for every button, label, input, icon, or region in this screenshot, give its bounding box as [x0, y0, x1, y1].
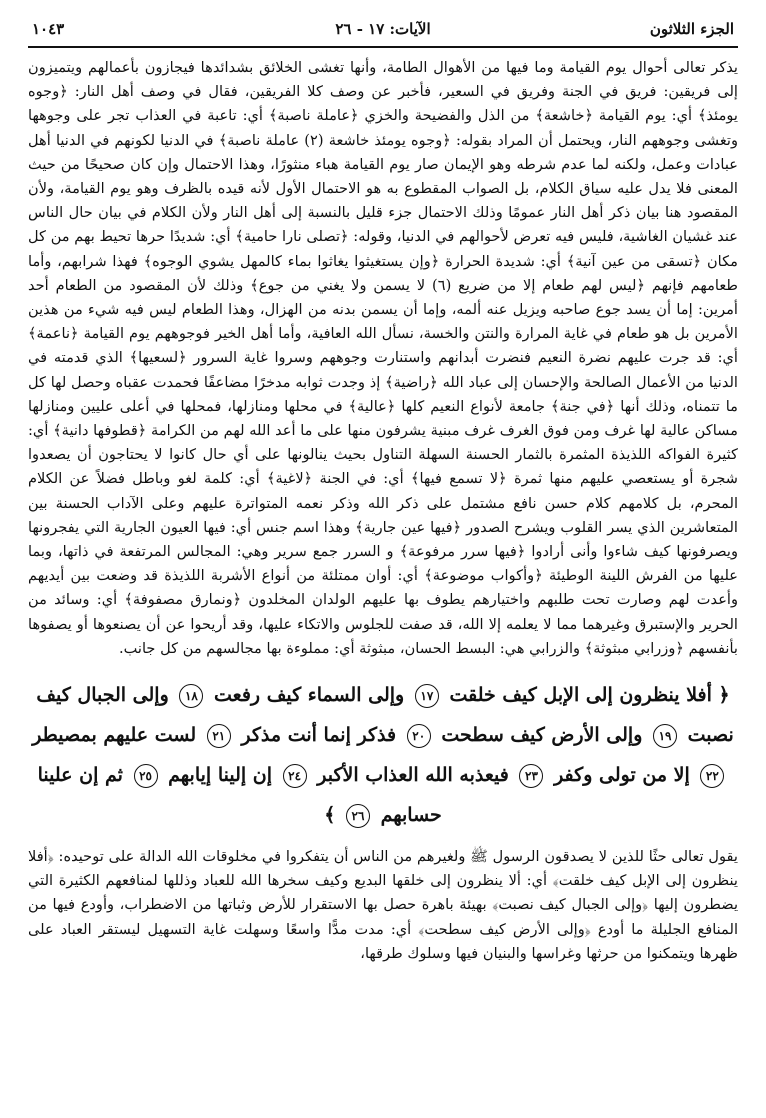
tafsir-body [28, 56, 738, 661]
verse-number: ١٩ [653, 724, 677, 748]
verse-text: إن إلينا إيابهم [168, 764, 272, 787]
verse-text: فذكر إنما أنت مذكر [241, 724, 397, 747]
verse-block: ﴿ أفلا ينظرون إلى الإبل كيف خلقت ١٧ وإلى السماء كيف رفعت ١٨ وإلى الجبال كيف نصبت ١٩ وإلى الأرض كيف سطحت ٢٠ فذكر إنما أنت مذكر ٢١ لست عليهم بمصيطر ٢٢ إلا من تولى وكفر ٢٣ فيعذبه الله العذاب الأكبر ٢٤ إن إلينا إيابهم ٢٥ ثم إن علينا حسابهم ٢٦ ﴾ [32, 684, 734, 827]
verse-text: وإلى الجبال كيف نصبت [36, 684, 734, 747]
page-header [28, 12, 738, 48]
verse-text: وإلى الأرض كيف سطحت [441, 724, 643, 747]
verse-text: فيعذبه الله العذاب الأكبر [317, 764, 509, 787]
verse-number: ١٨ [179, 684, 203, 708]
quran-verses [28, 675, 738, 835]
ayat-range: الآيات: ١٧ - ٢٦ [335, 20, 431, 38]
tafsir-paragraph: يقول تعالى حثًا للذين لا يصدقون الرسول ﷺ ولغيرهم من الناس أن يتفكروا في مخلوقات الله الدالة على توحيده: ﴿أفلا ينظرون إلى الإبل كيف خلقت﴾ أي: ألا ينظرون إلى خلقها البديع وكيف سخرها الله للعباد وذللها لمنافعهم الكثيرة التي يضطرون إليها ﴿وإلى الجبال كيف نصبت﴾ بهيئة باهرة حصل بها الاستقرار للأرض وثباتها من الاضطراب، وأودع فيها من المنافع الجليلة ما أودع ﴿وإلى الأرض كيف سطحت﴾ أي: مدت مدًّا واسعًا وسهلت غاية التسهيل ليستقر العباد على ظهرها ويتمكنوا من حرثها وغراسها والبنيان فيها وسلوك طرقها، [28, 848, 738, 962]
verse-number: ٢٠ [407, 724, 431, 748]
verse-number: ٢٦ [346, 804, 370, 828]
verse-number: ٢١ [207, 724, 231, 748]
verse-number: ٢٤ [283, 764, 307, 788]
verse-number: ٢٣ [519, 764, 543, 788]
verse-text: لست عليهم بمصيطر [32, 724, 197, 747]
verse-text: ثم إن علينا حسابهم [37, 764, 442, 827]
page [28, 12, 738, 1108]
verse-text: إلا من تولى وكفر [554, 764, 690, 787]
page-number: ١٠٤٣ [32, 20, 65, 38]
juz-label: الجزء الثلاثون [649, 20, 734, 38]
verse-number: ٢٥ [134, 764, 158, 788]
tafsir-paragraph: يذكر تعالى أحوال يوم القيامة وما فيها من الأهوال الطامة، وأنها تغشى الخلائق بشدائدها فيجازون بأعمالهم ويتميزون إلى فريقين: فريق في الجنة وفريق في السعير، فأخبر عن وصف كلا الفريقين، فقال في وصف أهل النار: ﴿وجوه يومئذ﴾ أي: يوم القيامة ﴿خاشعة﴾ من الذل والفضيحة والخزي ﴿عاملة ناصبة﴾ أي: تاعبة في العذاب تجر على وجوهها وتغشى وجوههم النار، ويحتمل أن المراد بقوله: ﴿وجوه يومئذ خاشعة (٢) عاملة ناصبة﴾ في الدنيا لكونهم في الدنيا أهل عبادات وعمل، ولكنه لما عدم شرطه وهو الإيمان صار يوم القيامة هباء منثورًا، وهذا الاحتمال وإن كان صحيحًا من حيث المعنى فلا يدل عليه سياق الكلام، بل الصواب المقطوع به هو الاحتمال الأول لأنه قيده بالظرف وهو يوم القيامة، ولأن المقصود هنا بيان ذكر أهل النار عمومًا وذلك الاحتمال جزء قليل بالنسبة إلى أهل النار ولأن الكلام في بيان حال الناس عند غشيان الغاشية، فليس فيه تعرض لأحوالهم في الدنيا، وقوله: ﴿تصلى نارا حامية﴾ أي: شديدًا حرها تحيط بهم من كل مكان ﴿تسقى من عين آنية﴾ أي: شديدة الحرارة ﴿وإن يستغيثوا يغاثوا بماء كالمهل يشوي الوجوه﴾ فهذا شرابهم، وأما طعامهم فإنهم ﴿ليس لهم طعام إلا من ضريع (٦) لا يسمن ولا يغني من جوع﴾ وذلك لأن المقصود من الطعام أحد أمرين: إما أن يسد جوع صاحبه ويزيل عنه ألمه، وإما أن يسمن بدنه من الهزال، وهذا الطعام ليس فيه شيء من هذين الأمرين بل هو طعام في غاية المرارة والنتن والخسة، نسأل الله العافية، وأما أهل الخير فوجوههم يوم القيامة ﴿ناعمة﴾ أي: قد جرت عليهم نضرة النعيم فنضرت أبدانهم واستنارت وجوههم وسروا غاية السرور ﴿لسعيها﴾ الذي قدمته في الدنيا من الأعمال الصالحة والإحسان إلى عباد الله ﴿راضية﴾ إذ وجدت ثوابه مدخرًا مضاعفًا فحمدت عقباه وحصل لها كل ما تتمناه، وذلك أنها ﴿في جنة﴾ جامعة لأنواع النعيم كلها ﴿عالية﴾ في محلها ومنازلها، فمحلها في أعلى عليين ومنازلها مساكن عالية لها غرف ومن فوق الغرف غرف مبنية يشرفون منها على ما أعد الله لهم من الكرامة ﴿قطوفها دانية﴾ أي: كثيرة الفواكه اللذيذة المثمرة بالثمار الحسنة السهلة التناول بحيث ينالونها على أي حال كانوا لا يحتاجون أن يصعدوا شجرة أو يستعصي عليهم منها ثمرة ﴿لا تسمع فيها﴾ أي: في الجنة ﴿لاغية﴾ أي: كلمة لغو وباطل فضلاً عن الكلام المحرم، بل كلامهم كلام حسن نافع مشتمل على ذكر الله وذكر نعمه المتواترة عليهم وعلى الآداب الحسنة بين المتعاشرين الذي يسر القلوب ويشرح الصدور ﴿فيها عين جارية﴾ وهذا اسم جنس أي: فيها العيون الجارية التي يفجرونها ويصرفونها كيف شاءوا وأنى أرادوا ﴿فيها سرر مرفوعة﴾ و السرر جمع سرير وهي: المجالس المرتفعة في ذاتها، وبما عليها من الفرش اللينة الوطيئة ﴿وأكواب موضوعة﴾ أي: أوان ممتلئة من أنواع الأشربة اللذيذة قد وضعت بين أيديهم وأعدت لهم وصارت تحت طلبهم واختيارهم يطوف بها عليهم الولدان المخلدون ﴿ونمارق مصفوفة﴾ أي: وسائد من الحرير والإستبرق وغيرهما مما لا يعلمه إلا الله، قد صفت للجلوس والاتكاء عليها، وقد أريحوا عن أن يصنعوها أو يصفوها بأنفسهم ﴿وزرابي مبثوثة﴾ والزرابي هي: البسط الحسان، مبثوثة أي: مملوءة بها مجالسهم من كل جانب. [28, 59, 738, 657]
verse-number: ١٧ [415, 684, 439, 708]
verse-text: أفلا ينظرون إلى الإبل كيف خلقت [449, 684, 712, 707]
verse-text: وإلى السماء كيف رفعت [214, 684, 405, 707]
verse-number: ٢٢ [700, 764, 724, 788]
tafsir-continued [28, 845, 738, 966]
